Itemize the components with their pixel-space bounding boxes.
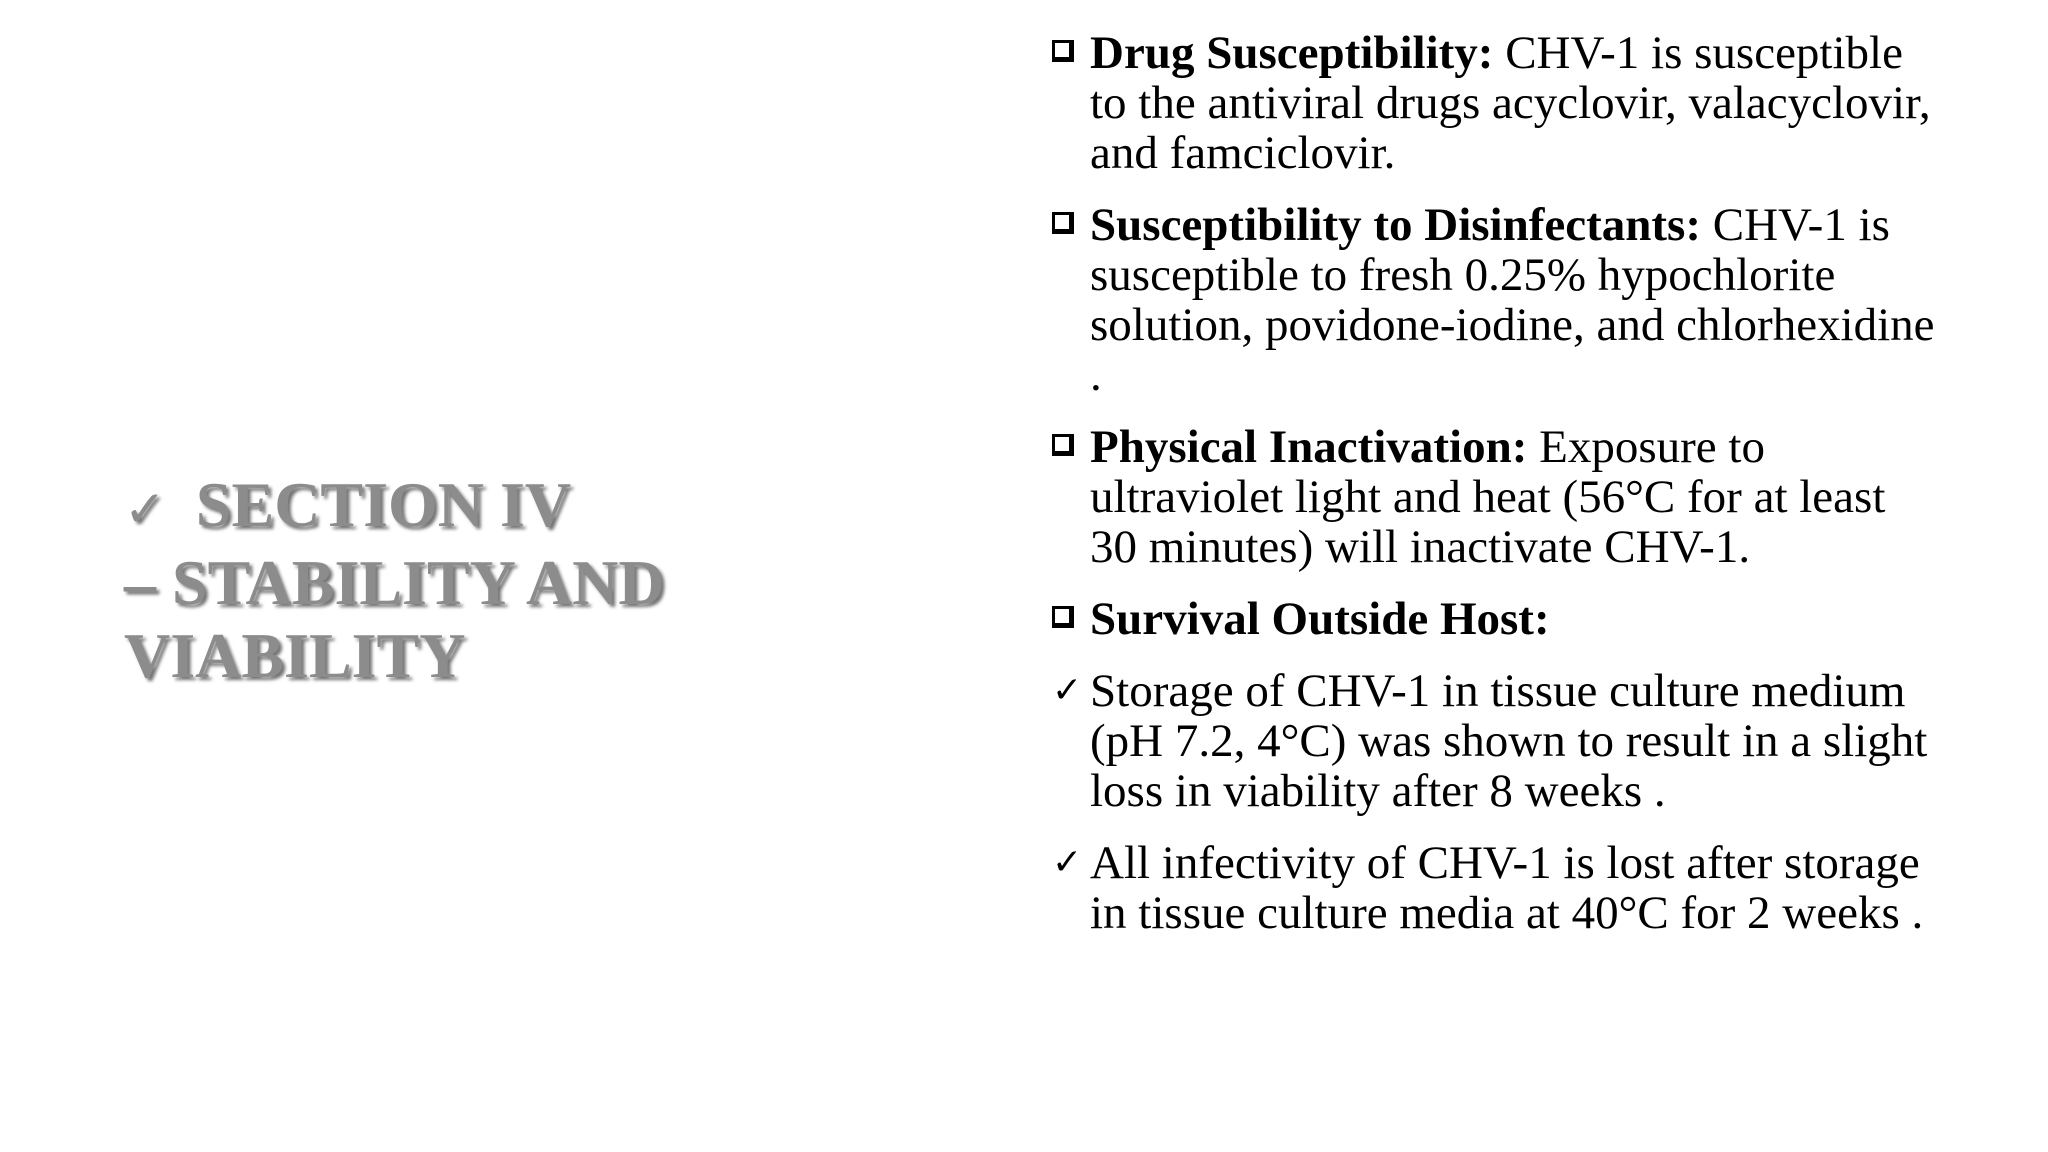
- section-title: [124, 468, 764, 692]
- bullet-lead: Susceptibility to Disinfectants:: [1090, 199, 1701, 251]
- checkmark-icon: ✓: [1052, 842, 1083, 883]
- bullet-text: CHV-1 is susceptible to fresh 0.25% hypochlorite solution, povidone-iodine, and chlorhexidine .: [1090, 199, 1935, 401]
- section-title-line-2: – STABILITY AND: [124, 547, 665, 618]
- checkbox-bullet-icon: [1052, 606, 1074, 628]
- check-item-storage-40c: [1052, 838, 1942, 938]
- checkbox-bullet-icon: [1052, 434, 1074, 456]
- check-item-text: Storage of CHV-1 in tissue culture medium (pH 7.2, 4°C) was shown to result in a slight loss in viability after 8 weeks .: [1090, 665, 1928, 817]
- bullet-lead: Physical Inactivation:: [1090, 421, 1528, 473]
- check-item-text: All infectivity of CHV-1 is lost after storage in tissue culture media at 40°C for 2 weeks .: [1090, 837, 1924, 939]
- content-list: [1052, 28, 1942, 960]
- bullet-text: Exposure to ultraviolet light and heat (56°C for at least 30 minutes) will inactivate CHV-1.: [1090, 421, 1886, 573]
- bullet-item-disinfectants: [1052, 200, 1942, 400]
- bullet-text: CHV-1 is susceptible to the antiviral drugs acyclovir, valacyclovir, and famciclovir.: [1090, 27, 1931, 179]
- checkbox-bullet-icon: [1052, 40, 1074, 62]
- checkbox-bullet-icon: [1052, 212, 1074, 234]
- bullet-item-survival-outside-host: [1052, 594, 1942, 644]
- checkmark-icon: ✓: [1052, 670, 1083, 711]
- check-item-storage-4c: [1052, 666, 1942, 816]
- bullet-lead: Survival Outside Host:: [1090, 593, 1550, 645]
- bullet-item-drug-susceptibility: [1052, 28, 1942, 178]
- section-title-line-3: VIABILITY: [124, 620, 466, 691]
- bullet-item-physical-inactivation: [1052, 422, 1942, 572]
- checkmark-icon: ✓: [124, 480, 166, 538]
- bullet-lead: Drug Susceptibility:: [1090, 27, 1494, 79]
- section-title-line-1: ✓ SECTION IV: [124, 469, 572, 540]
